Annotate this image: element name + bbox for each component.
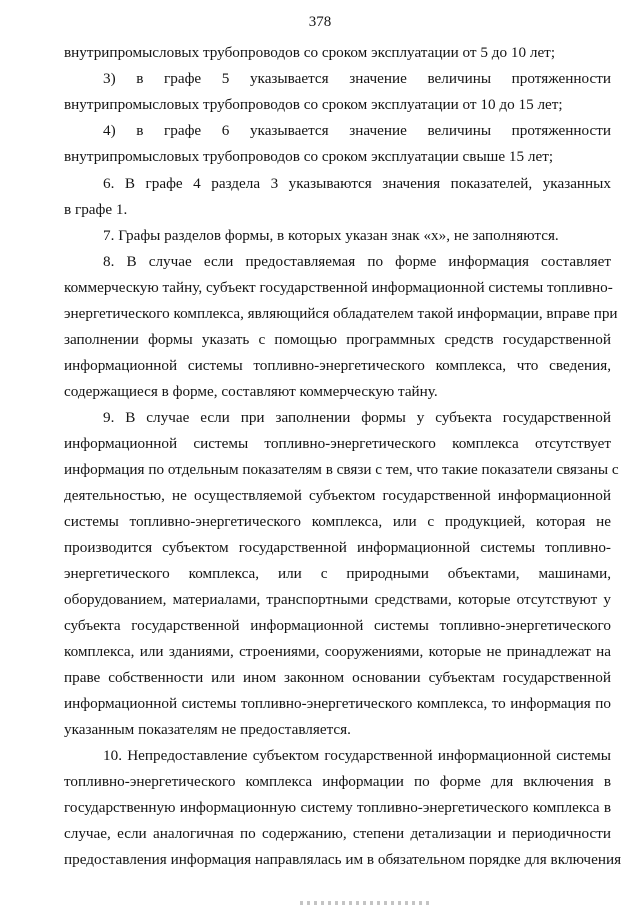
- text-line: топливно-энергетического комплекса информации по форме для включения в: [64, 773, 611, 790]
- text-line: системы топливно-энергетического комплекса, или с продукцией, которая не: [64, 513, 611, 530]
- text-line: оборудованием, материалами, транспортными средствами, которые отсутствуют у: [64, 591, 611, 608]
- text-line: случае, если аналогичная по содержанию, степени детализации и периодичности: [64, 825, 611, 842]
- text-line: 9. В случае если при заполнении формы у субъекта государственной: [103, 409, 611, 426]
- text-line: государственную информационную систему топливно-энергетического комплекса в: [64, 799, 611, 816]
- text-line: 3) в графе 5 указывается значение величины протяженности: [103, 70, 611, 87]
- text-line: 8. В случае если предоставляемая по форме информация составляет: [103, 253, 611, 270]
- page-number: 378: [308, 14, 332, 30]
- text-line: предоставления информация направлялась им в обязательном порядке для включения: [64, 851, 622, 868]
- text-line: энергетического комплекса, являющийся обладателем такой информации, вправе при: [64, 305, 618, 322]
- text-line: информация по отдельным показателям в связи с тем, что такие показатели связаны с: [64, 461, 619, 478]
- text-line: внутрипромысловых трубопроводов со сроком эксплуатации свыше 15 лет;: [64, 148, 554, 165]
- text-line: праве собственности или ином законном основании субъектам государственной: [64, 669, 611, 686]
- text-line: производится субъектом государственной информационной системы топливно-: [64, 539, 611, 556]
- text-line: информационной системы топливно-энергетического комплекса, что сведения,: [64, 357, 611, 374]
- text-line: деятельностью, не осуществляемой субъектом государственной информационной: [64, 487, 611, 504]
- text-line: в графе 1.: [64, 201, 128, 218]
- text-line: заполнении формы указать с помощью программных средств государственной: [64, 331, 611, 348]
- text-line: внутрипромысловых трубопроводов со сроком эксплуатации от 5 до 10 лет;: [64, 44, 556, 61]
- scan-edge-artifact: [300, 901, 430, 905]
- text-line: 7. Графы разделов формы, в которых указан знак «х», не заполняются.: [103, 227, 559, 244]
- text-line: информационной системы топливно-энергетического комплекса, то информация по: [64, 695, 611, 712]
- text-line: внутрипромысловых трубопроводов со сроком эксплуатации от 10 до 15 лет;: [64, 96, 563, 113]
- text-line: информационной системы топливно-энергетического комплекса отсутствует: [64, 435, 611, 452]
- text-line: содержащиеся в форме, составляют коммерческую тайну.: [64, 383, 438, 400]
- text-line: энергетического комплекса, или с природными объектами, машинами,: [64, 565, 611, 582]
- text-line: комплекса, или зданиями, строениями, сооружениями, которые не принадлежат на: [64, 643, 611, 660]
- text-line: указанным показателям не предоставляется.: [64, 721, 351, 738]
- text-line: коммерческую тайну, субъект государственной информационной системы топливно-: [64, 279, 613, 296]
- text-line: 6. В графе 4 раздела 3 указываются значения показателей, указанных: [103, 175, 611, 192]
- text-line: 10. Непредоставление субъектом государственной информационной системы: [103, 747, 611, 764]
- text-line: 4) в графе 6 указывается значение величины протяженности: [103, 122, 611, 139]
- text-line: субъекта государственной информационной системы топливно-энергетического: [64, 617, 611, 634]
